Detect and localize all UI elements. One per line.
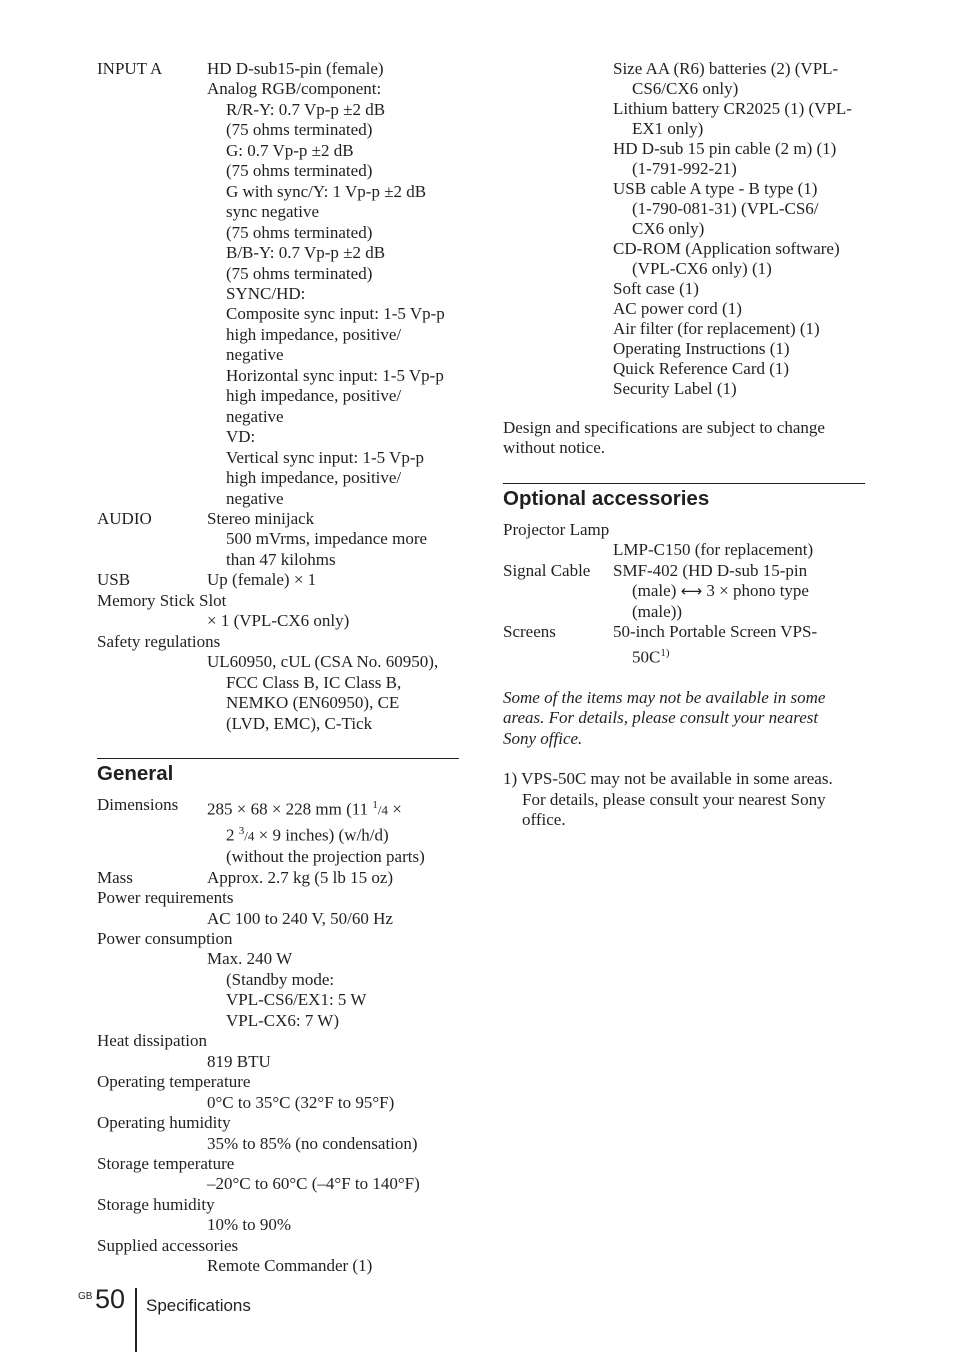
spec-audio bbox=[97, 509, 459, 570]
spec-label: Operating temperature bbox=[97, 1072, 251, 1092]
spec-operating-temperature bbox=[97, 1072, 459, 1113]
section-heading-optional: Optional accessories bbox=[503, 486, 710, 510]
text-part: 2 bbox=[226, 825, 239, 845]
spec-label: Power requirements bbox=[97, 888, 234, 908]
spec-line: (75 ohms terminated) bbox=[226, 222, 373, 242]
spec-value bbox=[97, 570, 459, 590]
spec-usb bbox=[97, 570, 459, 590]
spec-label: Storage temperature bbox=[97, 1153, 235, 1173]
spec-line: high impedance, positive/ bbox=[226, 386, 402, 406]
spec-line: SYNC/HD: bbox=[226, 283, 306, 303]
spec-line: G: 0.7 Vp-p ±2 dB bbox=[226, 140, 354, 160]
spec-line: LMP-C150 (for replacement) bbox=[613, 540, 814, 560]
spec-line: than 47 kilohms bbox=[226, 549, 336, 569]
spec-line bbox=[632, 581, 865, 601]
spec-screens bbox=[503, 622, 865, 668]
spec-label: Mass bbox=[97, 867, 133, 887]
right-column bbox=[503, 59, 865, 830]
spec-label: Dimensions bbox=[97, 794, 179, 814]
spec-line: 0°C to 35°C (32°F to 95°F) bbox=[207, 1092, 395, 1112]
spec-line: sync negative bbox=[226, 202, 319, 222]
spec-sub bbox=[207, 821, 459, 868]
spec-line: 50-inch Portable Screen VPS- bbox=[613, 622, 818, 642]
spec-line: –20°C to 60°C (–4°F to 140°F) bbox=[207, 1174, 420, 1194]
spec-line: 10% to 90% bbox=[207, 1215, 292, 1235]
spec-sub bbox=[207, 970, 459, 1031]
spec-safety bbox=[97, 632, 459, 734]
accessory-item: Size AA (R6) batteries (2) (VPL- CS6/CX6 only) bbox=[613, 59, 839, 98]
fraction-numerator: 3 bbox=[238, 825, 245, 838]
footnote-line: office. bbox=[522, 810, 566, 829]
spec-line: NEMKO (EN60950), CE bbox=[226, 693, 400, 713]
spec-input-a bbox=[97, 59, 459, 509]
spec-power-consumption bbox=[97, 929, 459, 1031]
spec-line: R/R-Y: 0.7 Vp-p ±2 dB bbox=[226, 99, 386, 119]
spec-value bbox=[503, 540, 865, 560]
general-section bbox=[97, 758, 459, 1277]
spec-label: Projector Lamp bbox=[503, 519, 610, 539]
availability-note bbox=[503, 688, 865, 749]
spec-line bbox=[226, 821, 459, 847]
spec-line: SMF-402 (HD D-sub 15-pin bbox=[613, 560, 808, 580]
spec-line: × 1 (VPL-CX6 only) bbox=[207, 611, 350, 631]
spec-value bbox=[97, 59, 459, 509]
spec-label: Memory Stick Slot bbox=[97, 590, 227, 610]
note-line: Design and specifications are subject to change bbox=[503, 418, 825, 437]
spec-value bbox=[97, 868, 459, 888]
spec-storage-humidity bbox=[97, 1195, 459, 1236]
footnote-line: For details, please consult your nearest Sony bbox=[522, 789, 826, 809]
spec-value bbox=[97, 1052, 459, 1072]
spec-line: G with sync/Y: 1 Vp-p ±2 dB bbox=[226, 181, 427, 201]
footnote-marker: 1) bbox=[660, 646, 670, 659]
spec-line: (male)) bbox=[632, 601, 683, 621]
spec-value bbox=[97, 949, 459, 1031]
spec-line: negative bbox=[226, 488, 284, 508]
spec-line: AC 100 to 240 V, 50/60 Hz bbox=[207, 908, 393, 928]
spec-line: 819 BTU bbox=[207, 1051, 271, 1071]
spec-projector-lamp bbox=[503, 520, 865, 561]
accessory-item: CD-ROM (Application software) (VPL-CX6 only) (1) bbox=[613, 239, 840, 278]
spec-label: Heat dissipation bbox=[97, 1031, 208, 1051]
accessory-item: Quick Reference Card (1) bbox=[613, 359, 790, 378]
spec-line: (75 ohms terminated) bbox=[226, 161, 373, 181]
accessory-item: Lithium battery CR2025 (1) (VPL- EX1 only) bbox=[613, 99, 852, 138]
spec-line: high impedance, positive/ bbox=[226, 468, 402, 488]
spec-label: Safety regulations bbox=[97, 631, 221, 651]
accessory-item: Soft case (1) bbox=[613, 279, 699, 298]
fraction-denominator: /4 bbox=[244, 828, 255, 844]
spec-line: (75 ohms terminated) bbox=[226, 120, 373, 140]
spec-line: Analog RGB/component: bbox=[207, 79, 382, 99]
spec-memory-stick bbox=[97, 591, 459, 632]
spec-value bbox=[97, 909, 459, 929]
spec-line: FCC Class B, IC Class B, bbox=[226, 672, 402, 692]
spec-line: negative bbox=[226, 406, 284, 426]
text-part: × bbox=[388, 799, 402, 819]
spec-sub bbox=[207, 529, 459, 570]
note-line: Some of the items may not be available in some bbox=[503, 687, 826, 707]
spec-line: (75 ohms terminated) bbox=[226, 263, 373, 283]
spec-line: 500 mVrms, impedance more bbox=[226, 529, 428, 549]
spec-value bbox=[97, 1256, 459, 1276]
footnote bbox=[503, 769, 865, 830]
spec-label: USB bbox=[97, 570, 131, 590]
spec-label: INPUT A bbox=[97, 59, 163, 78]
supplied-accessories-continued bbox=[503, 59, 865, 399]
spec-value bbox=[97, 1093, 459, 1113]
spec-label: Supplied accessories bbox=[97, 1235, 239, 1255]
accessory-item: Security Label (1) bbox=[613, 379, 737, 398]
spec-line: 35% to 85% (no condensation) bbox=[207, 1133, 418, 1153]
spec-line bbox=[632, 643, 865, 668]
spec-value bbox=[503, 622, 865, 668]
spec-value bbox=[97, 611, 459, 631]
spec-line: (LVD, EMC), C-Tick bbox=[226, 713, 373, 733]
spec-mass bbox=[97, 868, 459, 888]
spec-line: Approx. 2.7 kg (5 lb 15 oz) bbox=[207, 867, 394, 887]
spec-line: B/B-Y: 0.7 Vp-p ±2 dB bbox=[226, 243, 386, 263]
spec-line: (Standby mode: bbox=[226, 969, 335, 989]
spec-label: Storage humidity bbox=[97, 1194, 215, 1214]
spec-sub bbox=[613, 643, 865, 668]
note-line: areas. For details, please consult your nearest bbox=[503, 708, 819, 728]
spec-line: Stereo minijack bbox=[207, 508, 315, 528]
spec-line: UL60950, cUL (CSA No. 60950), bbox=[207, 652, 439, 672]
spec-label: AUDIO bbox=[97, 508, 152, 528]
spec-label: Screens bbox=[503, 622, 556, 642]
spec-line: negative bbox=[226, 345, 284, 365]
page-number: 50 bbox=[95, 1284, 126, 1314]
spec-line: Composite sync input: 1-5 Vp-p bbox=[226, 304, 445, 324]
spec-dimensions bbox=[97, 795, 459, 868]
spec-line: VPL-CS6/EX1: 5 W bbox=[226, 990, 367, 1010]
fraction-numerator: 1 bbox=[372, 798, 378, 811]
spec-operating-humidity bbox=[97, 1113, 459, 1154]
spec-line: Up (female) × 1 bbox=[207, 570, 317, 590]
text-part: 285 × 68 × 228 mm (11 bbox=[207, 799, 373, 819]
spec-line: high impedance, positive/ bbox=[226, 324, 402, 344]
spec-supplied-accessories bbox=[97, 1236, 459, 1277]
spec-label: Power consumption bbox=[97, 928, 233, 948]
spec-label: Operating humidity bbox=[97, 1113, 231, 1133]
page-footer bbox=[0, 1284, 954, 1352]
spec-line: Horizontal sync input: 1-5 Vp-p bbox=[226, 365, 444, 385]
footer-section-title: Specifications bbox=[146, 1296, 251, 1315]
footnote-number: 1) bbox=[503, 769, 518, 789]
note-line: Sony office. bbox=[503, 728, 583, 748]
spec-line: VPL-CX6: 7 W) bbox=[226, 1010, 340, 1030]
double-arrow-icon: ⟷ bbox=[680, 582, 703, 601]
spec-sub bbox=[207, 100, 459, 509]
accessory-item: Operating Instructions (1) bbox=[613, 339, 790, 358]
note-line: without notice. bbox=[503, 438, 605, 458]
optional-accessories-section bbox=[503, 483, 865, 668]
spec-sub bbox=[207, 673, 459, 734]
accessory-item: AC power cord (1) bbox=[613, 299, 742, 318]
text-part: 3 × phono type bbox=[702, 581, 809, 601]
language-code: GB bbox=[78, 1291, 93, 1302]
design-note bbox=[503, 418, 865, 459]
spec-line: Max. 240 W bbox=[207, 949, 293, 969]
section-heading-general: General bbox=[97, 761, 174, 785]
spec-label: Signal Cable bbox=[503, 560, 591, 580]
spec-value bbox=[97, 1215, 459, 1235]
spec-value bbox=[97, 652, 459, 734]
spec-line bbox=[207, 795, 459, 821]
text-part: 50C bbox=[632, 647, 661, 667]
accessory-item: USB cable A type - B type (1) (1-790-081-31) (VPL-CS6/ CX6 only) bbox=[613, 179, 819, 238]
spec-value bbox=[97, 1174, 459, 1194]
footer-divider bbox=[135, 1288, 137, 1352]
spec-heat-dissipation bbox=[97, 1031, 459, 1072]
spec-storage-temperature bbox=[97, 1154, 459, 1195]
spec-line: Remote Commander (1) bbox=[207, 1256, 373, 1276]
spec-signal-cable bbox=[503, 561, 865, 622]
spec-line: HD D-sub15-pin (female) bbox=[207, 59, 384, 78]
spec-line: Vertical sync input: 1-5 Vp-p bbox=[226, 447, 424, 467]
text-part: × 9 inches) (w/h/d) bbox=[254, 825, 389, 845]
fraction-denominator: /4 bbox=[377, 802, 389, 818]
accessory-item: Air filter (for replacement) (1) bbox=[613, 319, 820, 338]
left-column bbox=[97, 59, 459, 1277]
spec-line: VD: bbox=[226, 427, 256, 447]
spec-sub bbox=[613, 581, 865, 622]
spec-value bbox=[97, 1134, 459, 1154]
spec-power-requirements bbox=[97, 888, 459, 929]
footnote-line: VPS-50C may not be available in some areas. bbox=[521, 769, 833, 789]
text-part: (male) bbox=[632, 581, 681, 601]
spec-line: (without the projection parts) bbox=[226, 847, 425, 867]
accessory-item: HD D-sub 15 pin cable (2 m) (1) (1-791-992-21) bbox=[613, 139, 837, 178]
